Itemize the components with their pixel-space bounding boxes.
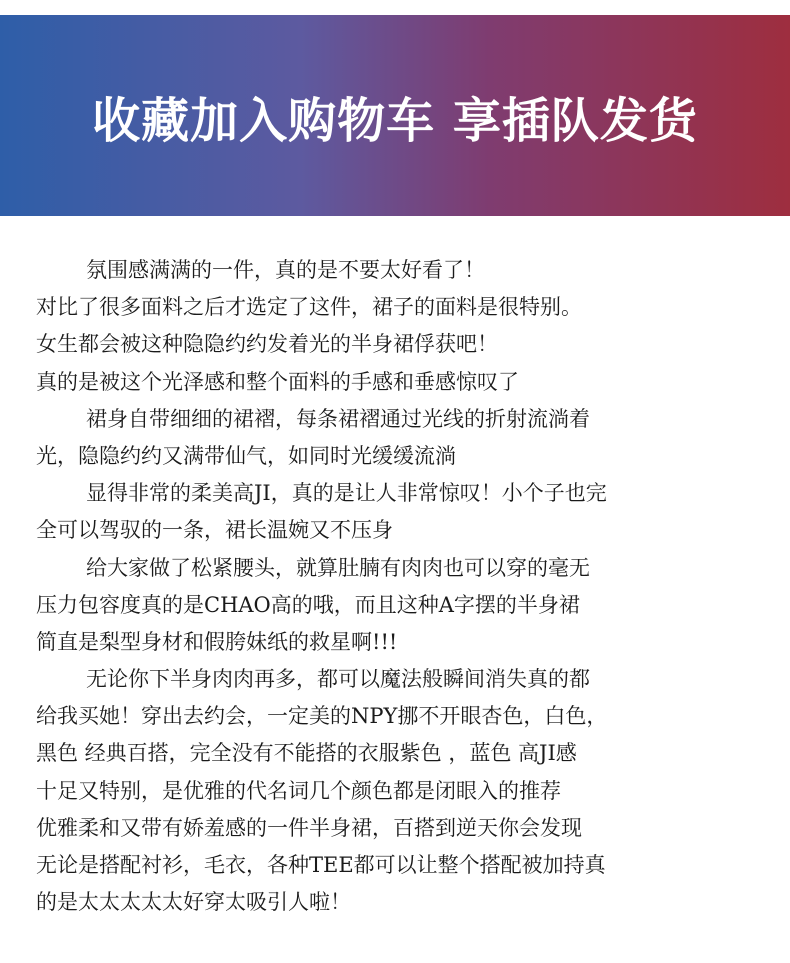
description-line: 给我买她！穿出去约会，一定美的NPY挪不开眼杏色，白色， bbox=[36, 704, 608, 729]
description-line: 对比了很多面料之后才选定了这件，裙子的面料是很特别。 bbox=[36, 295, 582, 320]
description-line: 光，隐隐约约又满带仙气，如同时光缓缓流淌 bbox=[36, 443, 456, 468]
description-line: 给大家做了松紧腰头，就算肚腩有肉肉也可以穿的毫无 bbox=[86, 555, 590, 580]
description-line: 十足又特别，是优雅的代名词几个颜色都是闭眼入的推荐 bbox=[36, 778, 561, 803]
description-line: 真的是被这个光泽感和整个面料的手感和垂感惊叹了 bbox=[36, 369, 519, 394]
description-line: 裙身自带细细的裙褶，每条裙褶通过光线的折射流淌着 bbox=[86, 406, 590, 431]
promo-banner bbox=[0, 15, 790, 216]
description-line: 的是太太太太太好穿太吸引人啦！ bbox=[36, 890, 351, 915]
description-line: 无论是搭配衬衫，毛衣，各种TEE都可以让整个搭配被加持真 bbox=[36, 853, 606, 877]
product-description bbox=[36, 252, 766, 921]
description-line: 全可以驾驭的一条，裙长温婉又不压身 bbox=[36, 518, 393, 543]
description-line: 女生都会被这种隐隐约约发着光的半身裙俘获吧！ bbox=[36, 332, 498, 357]
description-line: 氛围感满满的一件，真的是不要太好看了！ bbox=[86, 258, 485, 282]
description-line: 黑色 经典百搭，完全没有不能搭的衣服紫色 ，蓝色 高JI感 bbox=[36, 741, 577, 766]
description-line: 无论你下半身肉肉再多，都可以魔法般瞬间消失真的都 bbox=[86, 667, 590, 692]
description-line: 显得非常的柔美高JI，真的是让人非常惊叹！小个子也完 bbox=[86, 481, 607, 506]
banner-title: 收藏加入购物车 享插队发货 bbox=[92, 93, 698, 149]
description-line: 优雅柔和又带有娇羞感的一件半身裙，百搭到逆天你会发现 bbox=[36, 815, 582, 840]
description-line: 简直是梨型身材和假胯妹纸的救星啊!!! bbox=[36, 629, 398, 654]
description-line: 压力包容度真的是CHAO高的哦，而且这种A字摆的半身裙 bbox=[36, 592, 580, 617]
